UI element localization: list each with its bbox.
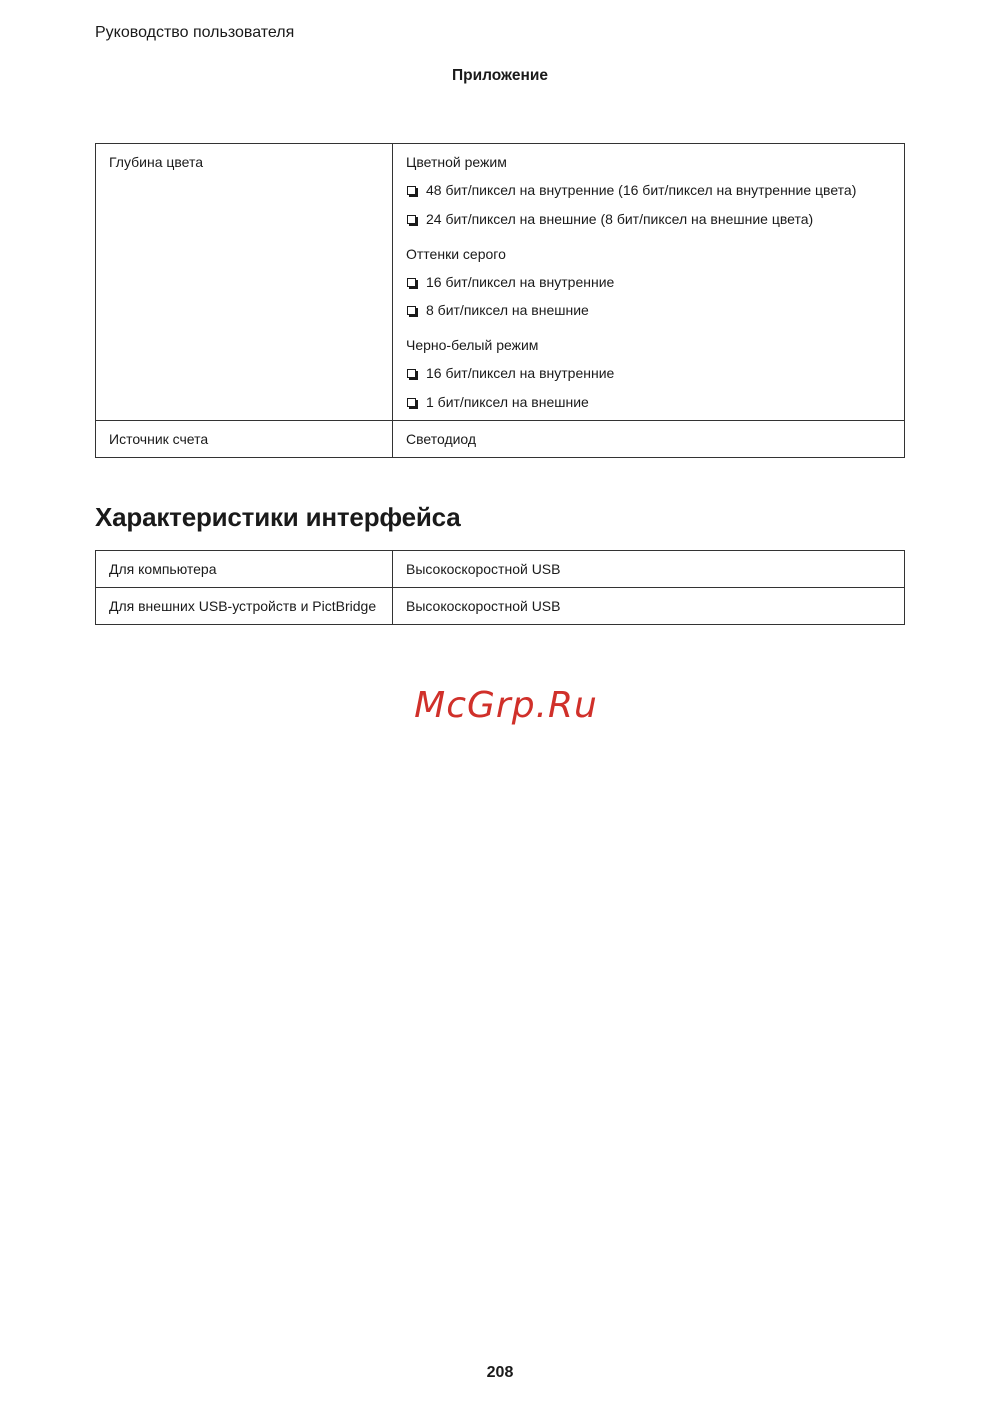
watermark: McGrp.Ru bbox=[414, 685, 598, 726]
list-item-text: 16 бит/пиксел на внутренние bbox=[426, 365, 615, 381]
list-item bbox=[406, 364, 891, 383]
group-title: Оттенки серого bbox=[406, 245, 506, 262]
list-item-text: 48 бит/пиксел на внутренние (16 бит/пиксел на внутренние цвета) bbox=[426, 182, 857, 198]
list-item bbox=[406, 181, 891, 200]
row-label-light-source: Источник счета bbox=[96, 420, 393, 457]
list-item bbox=[406, 210, 891, 229]
row-value-external-usb: Высокоскоростной USB bbox=[393, 588, 905, 625]
list-item-text: 8 бит/пиксел на внешние bbox=[426, 302, 589, 318]
list-item bbox=[406, 273, 891, 292]
table-row bbox=[96, 588, 905, 625]
list-item-text: 24 бит/пиксел на внешние (8 бит/пиксел на внешние цвета) bbox=[426, 210, 814, 227]
table-row bbox=[96, 420, 905, 457]
row-label-color-depth: Глубина цвета bbox=[96, 144, 393, 421]
table-row bbox=[96, 551, 905, 588]
row-label-external-usb: Для внешних USB-устройств и PictBridge bbox=[96, 588, 393, 625]
running-header: Руководство пользователя bbox=[95, 24, 295, 41]
interface-heading: Характеристики интерфейса bbox=[95, 502, 461, 532]
row-value-light-source: Светодиод bbox=[393, 420, 905, 457]
checkbox-bullet-icon bbox=[407, 186, 416, 195]
group-grayscale bbox=[406, 245, 891, 321]
group-black-white bbox=[406, 336, 891, 412]
list-item-text: 1 бит/пиксел на внешние bbox=[426, 393, 589, 410]
interface-spec-table bbox=[95, 550, 905, 625]
table-row bbox=[96, 144, 905, 421]
group-color-mode bbox=[406, 153, 891, 229]
checkbox-bullet-icon bbox=[407, 398, 416, 407]
scanner-spec-table bbox=[95, 143, 905, 458]
row-value-computer: Высокоскоростной USB bbox=[393, 551, 905, 588]
list-item bbox=[406, 301, 891, 320]
group-title: Черно-белый режим bbox=[406, 337, 539, 353]
list-item bbox=[406, 393, 891, 412]
checkbox-bullet-icon bbox=[407, 306, 416, 315]
page-number: 208 bbox=[486, 1364, 514, 1381]
row-value-color-depth bbox=[393, 144, 905, 421]
group-title: Цветной режим bbox=[406, 154, 507, 170]
row-label-computer: Для компьютера bbox=[96, 551, 393, 588]
checkbox-bullet-icon bbox=[407, 369, 416, 378]
checkbox-bullet-icon bbox=[407, 215, 416, 224]
checkbox-bullet-icon bbox=[407, 278, 416, 287]
section-label: Приложение bbox=[452, 67, 548, 84]
list-item-text: 16 бит/пиксел на внутренние bbox=[426, 273, 615, 290]
